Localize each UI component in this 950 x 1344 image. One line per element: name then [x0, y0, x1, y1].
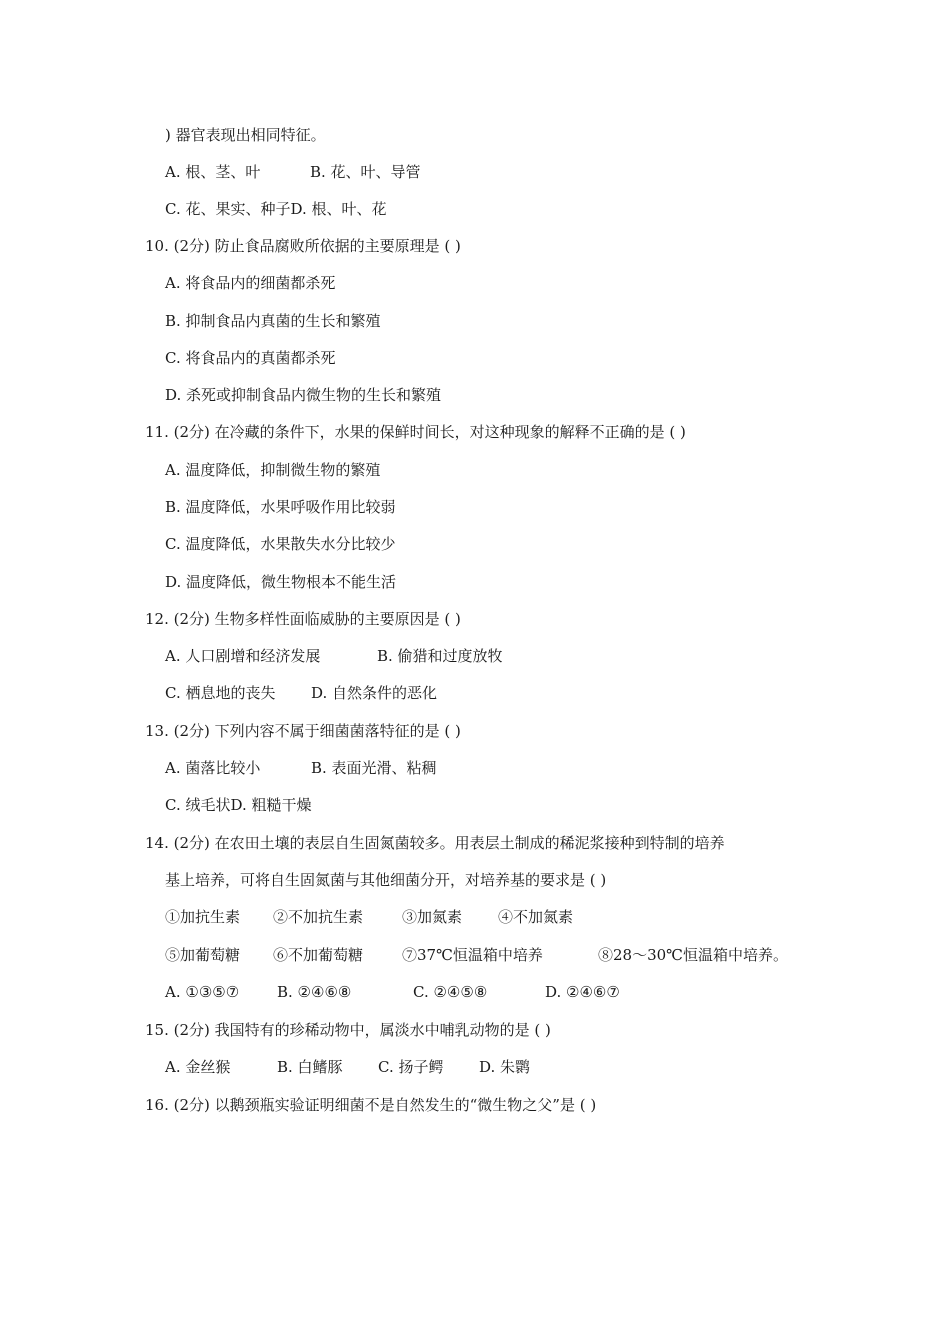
- question-14-items-row-1: [165, 907, 574, 927]
- option-d: D. 自然条件的恶化: [311, 684, 438, 702]
- question-14-text: 14. (2分) 在农田土壤的表层自生固氮菌较多。用表层土制成的稀泥浆接种到特制的培养: [145, 834, 725, 852]
- option-b: B. 温度降低，水果呼吸作用比较弱: [165, 498, 396, 516]
- option-a: A. 温度降低，抑制微生物的繁殖: [165, 461, 381, 479]
- question-9-text: ) 器官表现出相同特征。: [165, 126, 326, 144]
- question-12-options-row-1: [165, 646, 503, 666]
- question-10-option-a: [165, 273, 335, 293]
- question-10-text: 10. (2分) 防止食品腐败所依据的主要原理是 ( ): [145, 237, 461, 255]
- option-a: A. 将食品内的细菌都杀死: [165, 274, 336, 292]
- item-1: ①加抗生素: [165, 908, 241, 926]
- option-d: D. 温度降低，微生物根本不能生活: [165, 573, 397, 591]
- question-14-text-cont: 基上培养，可将自生固氮菌与其他细菌分开，对培养基的要求是 ( ): [165, 871, 607, 889]
- option-b: B. 表面光滑、粘稠: [311, 759, 437, 777]
- question-14: [145, 833, 725, 853]
- question-15-options: [165, 1057, 531, 1077]
- question-14-continuation: [165, 870, 606, 890]
- question-11-text: 11. (2分) 在冷藏的条件下，水果的保鲜时间长，对这种现象的解释不正确的是 ( ): [145, 423, 686, 441]
- option-b: B. ②④⑥⑧: [277, 983, 352, 1001]
- option-c: C. 栖息地的丧失: [165, 684, 276, 702]
- question-13: [145, 721, 461, 741]
- item-8: ⑧28～30℃恒温箱中培养。: [598, 946, 788, 964]
- option-c: C. 温度降低，水果散失水分比较少: [165, 535, 396, 553]
- question-10-option-c: [165, 348, 335, 368]
- option-d: D. 杀死或抑制食品内微生物的生长和繁殖: [165, 386, 442, 404]
- option-c: C. ②④⑤⑧: [413, 983, 488, 1001]
- question-10-option-b: [165, 311, 381, 331]
- option-c: C. 绒毛状: [165, 796, 231, 814]
- question-11-option-c: [165, 534, 395, 554]
- question-13-text: 13. (2分) 下列内容不属于细菌菌落特征的是 ( ): [145, 722, 461, 740]
- question-10: [145, 236, 461, 256]
- option-a: A. ①③⑤⑦: [165, 983, 240, 1001]
- question-11-option-d: [165, 572, 396, 592]
- question-11-option-a: [165, 460, 380, 480]
- option-d: D. 根、叶、花: [290, 200, 387, 218]
- option-a: A. 金丝猴: [165, 1058, 231, 1076]
- question-9-tail: [165, 125, 326, 145]
- question-11: [145, 422, 686, 442]
- question-16-text: 16. (2分) 以鹅颈瓶实验证明细菌不是自然发生的“微生物之父”是 ( ): [145, 1096, 597, 1114]
- question-13-options-row-1: [165, 758, 437, 778]
- option-b: B. 偷猎和过度放牧: [377, 647, 503, 665]
- question-10-option-d: [165, 385, 441, 405]
- question-12-text: 12. (2分) 生物多样性面临威胁的主要原因是 ( ): [145, 610, 461, 628]
- question-14-items-row-2: [165, 945, 788, 965]
- option-c: C. 扬子鳄: [378, 1058, 444, 1076]
- option-c: C. 将食品内的真菌都杀死: [165, 349, 336, 367]
- question-16: [145, 1095, 596, 1115]
- question-13-options-row-2: [165, 795, 312, 815]
- option-d: D. ②④⑥⑦: [545, 983, 620, 1001]
- question-15: [145, 1020, 551, 1040]
- option-b: B. 花、叶、导管: [310, 163, 421, 181]
- question-9-options-row-2: [165, 199, 387, 219]
- option-b: B. 白鳍豚: [277, 1058, 343, 1076]
- option-a: A. 根、茎、叶: [165, 163, 261, 181]
- option-a: A. 菌落比较小: [165, 759, 261, 777]
- question-12: [145, 609, 461, 629]
- item-4: ④不加氮素: [498, 908, 574, 926]
- option-b: B. 抑制食品内真菌的生长和繁殖: [165, 312, 381, 330]
- question-11-option-b: [165, 497, 396, 517]
- option-c: C. 花、果实、种子: [165, 200, 291, 218]
- question-14-options: [165, 982, 620, 1002]
- option-a: A. 人口剧增和经济发展: [165, 647, 321, 665]
- item-5: ⑤加葡萄糖: [165, 946, 241, 964]
- item-6: ⑥不加葡萄糖: [273, 946, 364, 964]
- item-3: ③加氮素: [402, 908, 463, 926]
- question-9-options-row-1: [165, 162, 421, 182]
- item-7: ⑦37℃恒温箱中培养: [402, 946, 543, 964]
- option-d: D. 朱鹮: [479, 1058, 531, 1076]
- item-2: ②不加抗生素: [273, 908, 364, 926]
- option-d: D. 粗糙干燥: [230, 796, 312, 814]
- question-12-options-row-2: [165, 683, 438, 703]
- question-15-text: 15. (2分) 我国特有的珍稀动物中，属淡水中哺乳动物的是 ( ): [145, 1021, 551, 1039]
